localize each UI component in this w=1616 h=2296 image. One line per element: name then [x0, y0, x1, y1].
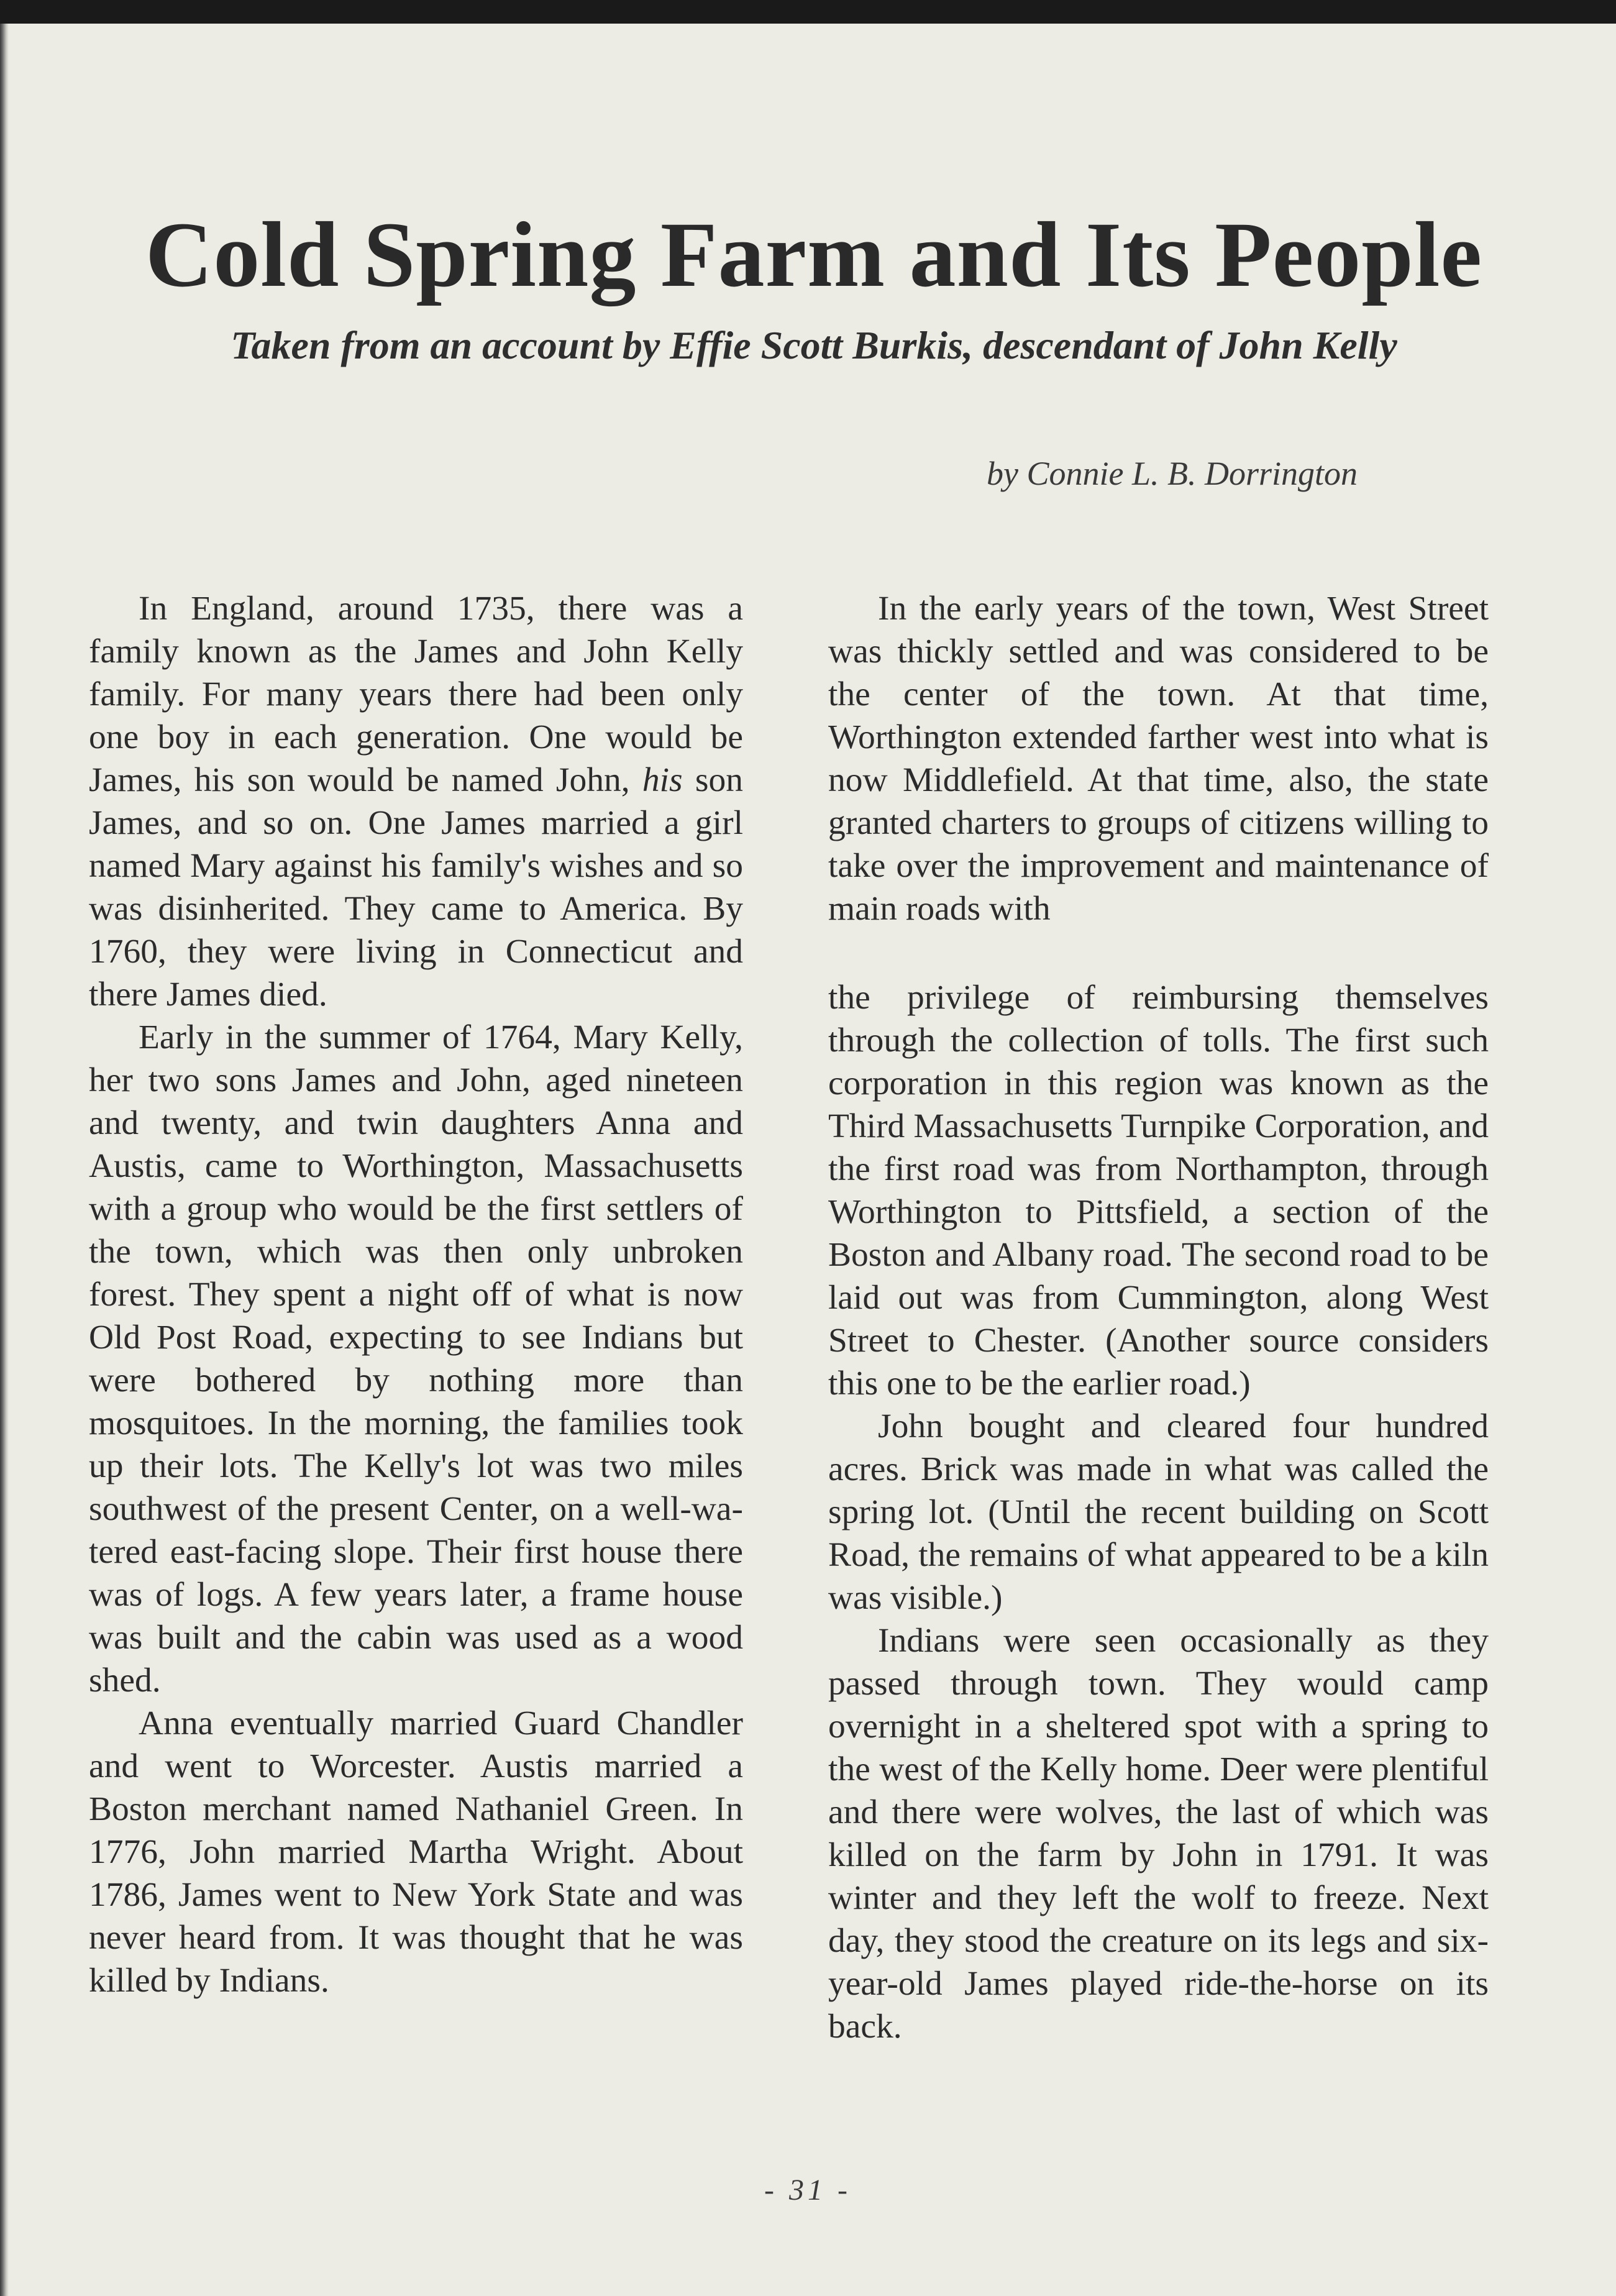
paragraph: Early in the summer of 1764, Mary Kelly, her two sons James and John, aged nineteen and twenty, and twin daughters Anna and Austis, came to Worthington, Massachusetts with a group who would be the first settlers of the town, which was then only unbroken forest. They spent a night off of what is now Old Post Road, expecting to see Indians but were bothered by nothing more than mosquitoes. In the morning, the families took up their lots. The Kelly's lot was two miles southwest of the present Center, on a well-watered east-facing slope. Their first house there was of logs. A few years later, a frame house was built and the cabin was used as a wood shed.	[89, 1018, 743, 1699]
paragraph-text: In England, around 1735, there was a family known as the James and John Kelly family. For many years there had been only one boy in each generation. One would be James, his son would be named John,	[89, 590, 743, 799]
paragraph: In the early years of the town, West Street was thickly settled and was considered to be the center of the town. At that time, Worthington extended farther west into what is now Middlefield. At that time, also, the state granted charters to groups of citizens willing to take over the improvement and maintenance of main roads with	[828, 590, 1489, 928]
paragraph	[89, 587, 743, 1016]
right-column-top	[828, 587, 1489, 930]
paragraph-text: son James, and so on. One James married a girl named Mary against his family's wishes and so was disinherited. They came to America. By 1760, they were living in Connecticut and there James died.	[89, 761, 743, 1013]
paragraph: Indians were seen occasionally as they passed through town. They would camp overnight in a sheltered spot with a spring to the west of the Kelly home. Deer were plentiful and there were wolves, the last of which was killed on the farm by John in 1791. It was winter and they left the wolf to freeze. Next day, they stood the creature on its legs and six-year-old James played ride-the-horse on its back.	[828, 1622, 1489, 2046]
scan-top-border	[0, 0, 1616, 24]
left-column	[89, 587, 743, 2002]
right-column-bottom	[828, 976, 1489, 2048]
article-subtitle: Taken from an account by Effie Scott Burkis, descendant of John Kelly	[231, 323, 1397, 367]
scan-left-edge	[0, 24, 9, 2296]
article-title: Cold Spring Farm and Its People	[145, 203, 1483, 306]
page-number: - 31 -	[764, 2174, 851, 2207]
emphasis-text: his	[642, 761, 683, 799]
paragraph-continued: the privilege of reimbursing themselves through the collection of tolls. The first such corporation in this region was known as the Third Massachusetts Turnpike Corporation, and the first road was from Northampton, through Worthington to Pittsfield, a section of the Boston and Albany road. The second road to be laid out was from Cummington, along West Street to Chester. (Another source considers this one to be the earlier road.)	[828, 979, 1489, 1402]
paragraph: Anna eventually married Guard Chandler and went to Worcester. Austis married a Boston merchant named Nathaniel Green. In 1776, John married Martha Wright. About 1786, James went to New York State and was never heard from. It was thought that he was killed by Indians.	[89, 1704, 743, 2000]
article-byline: by Connie L. B. Dorrington	[986, 455, 1358, 492]
paragraph: John bought and cleared four hundred acres. Brick was made in what was called the spring lot. (Until the recent building on Scott Road, the remains of what appeared to be a kiln was visible.)	[828, 1407, 1489, 1617]
